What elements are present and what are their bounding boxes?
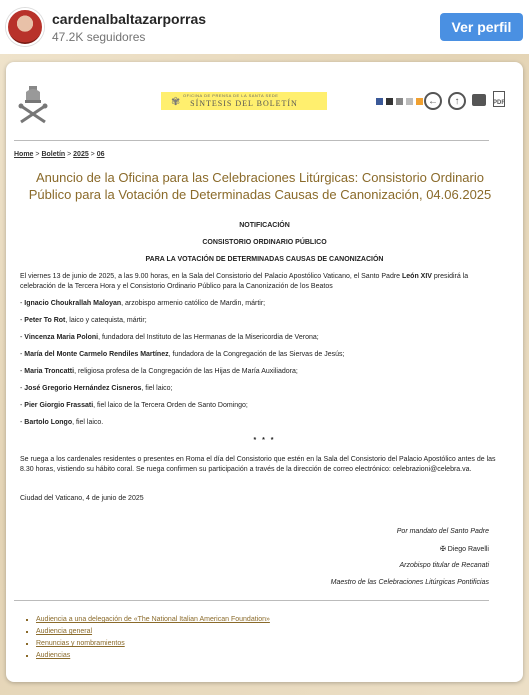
list-item[interactable] [36,626,270,638]
signature-office: Maestro de las Celebraciones Litúrgicas Pontificias [330,579,489,586]
post-image[interactable] [0,54,529,695]
related-link[interactable]: Audiencia general [36,628,93,635]
note-paragraph: Se ruega a los cardenales residentes o presentes en Roma el día del Consistorio que estén en la Sala del Consistorio del Palacio Apostólico antes de las 8.30 horas, vistiendo su hábito coral. Se ruega confirmen su participación a través de la dirección de correo electrónico: celebrazioni@celebra.va. [20,456,496,473]
list-item: - María del Monte Carmelo Rendiles Martínez, fundadora de la Congregación de las Siervas de Jesús; [20,351,345,358]
breadcrumb-boletin[interactable]: Boletín [41,151,66,158]
view-profile-button[interactable]: Ver perfil [440,13,523,41]
page-title: Anuncio de la Oficina para las Celebraciones Litúrgicas: Consistorio Ordinario Público para la Votación de Determinadas Causas de Canonización, 04.06.2025 [28,170,492,202]
bulletin-banner [161,92,327,110]
list-item: - Vincenza Maria Poloni, fundadora del Instituto de las Hermanas de la Misericordia de Verona; [20,334,319,341]
facebook-icon[interactable] [376,98,383,105]
username[interactable]: cardenalbaltazarporras [52,11,207,27]
papal-crest-icon [16,84,50,126]
email-icon[interactable] [396,98,403,105]
signature-title: Arzobispo titular de Recanati [399,562,489,569]
separator-stars: * * * [253,437,276,444]
bulletin-page [6,62,523,682]
follower-count: 47.2K seguidores [52,30,146,44]
related-link[interactable]: Audiencia a una delegación de «The National Italian American Foundation» [36,616,270,623]
instagram-header [0,0,529,54]
heading-votacion: PARA LA VOTACIÓN DE DETERMINADAS CAUSAS DE CANONIZACIÓN [145,256,384,263]
signature-name: ✠ Diego Ravelli [439,546,489,553]
print-icon[interactable] [472,94,486,106]
list-item[interactable] [36,638,270,650]
divider [14,140,489,141]
related-link[interactable]: Renuncias y nombramientos [36,640,125,647]
heading-notificacion: NOTIFICACIÓN [239,222,290,229]
related-link[interactable]: Audiencias [36,652,71,659]
pdf-icon[interactable]: PDF [493,91,505,107]
related-links [36,614,270,662]
list-item: - Peter To Rot, laico y catequista, mártir; [20,317,147,324]
breadcrumb-home[interactable]: Home [14,151,34,158]
place-date: Ciudad del Vaticano, 4 de junio de 2025 [20,495,144,502]
intro-paragraph: El viernes 13 de junio de 2025, a las 9.00 horas, en la Sala del Consistorio del Palacio Apostólico Vaticano, el Santo Padre León XIV presidirá la celebración de la Tercera Hora y el Consistorio Ordinario Público para la Canonización de los Beatos [20,273,469,290]
breadcrumb-month[interactable]: 06 [96,151,105,158]
list-item: - Maria Troncatti, religiosa profesa de la Congregación de las Hijas de María Auxiliadora; [20,368,298,375]
divider [14,600,489,601]
banner-title: SÍNTESIS DEL BOLETÍN [190,99,298,108]
list-item[interactable] [36,650,270,662]
back-icon[interactable]: ← [424,92,442,110]
breadcrumb: Home > Boletín > 2025 > 06 [14,151,105,158]
share-tools [376,98,423,105]
list-item: - Pier Giorgio Frassati, fiel laico de la Tercera Orden de Santo Domingo; [20,402,248,409]
list-item[interactable] [36,614,270,626]
list-item: - Ignacio Choukrallah Maloyan, arzobispo armenio católico de Mardin, mártir; [20,300,266,307]
bookmark-icon[interactable] [406,98,413,105]
signature-mandate: Por mandato del Santo Padre [396,528,489,535]
avatar[interactable] [6,8,44,46]
heading-consistorio: CONSISTORIO ORDINARIO PÚBLICO [202,239,327,246]
x-icon[interactable] [386,98,393,105]
breadcrumb-year[interactable]: 2025 [73,151,89,158]
list-item: - José Gregorio Hernández Cisneros, fiel laico; [20,385,173,392]
banner-subtitle: OFICINA DE PRENSA DE LA SANTA SEDE [183,93,279,98]
up-icon[interactable]: ↑ [448,92,466,110]
list-item: - Bartolo Longo, fiel laico. [20,419,104,426]
flower-icon: ✾ [171,96,181,108]
rss-icon[interactable] [416,98,423,105]
